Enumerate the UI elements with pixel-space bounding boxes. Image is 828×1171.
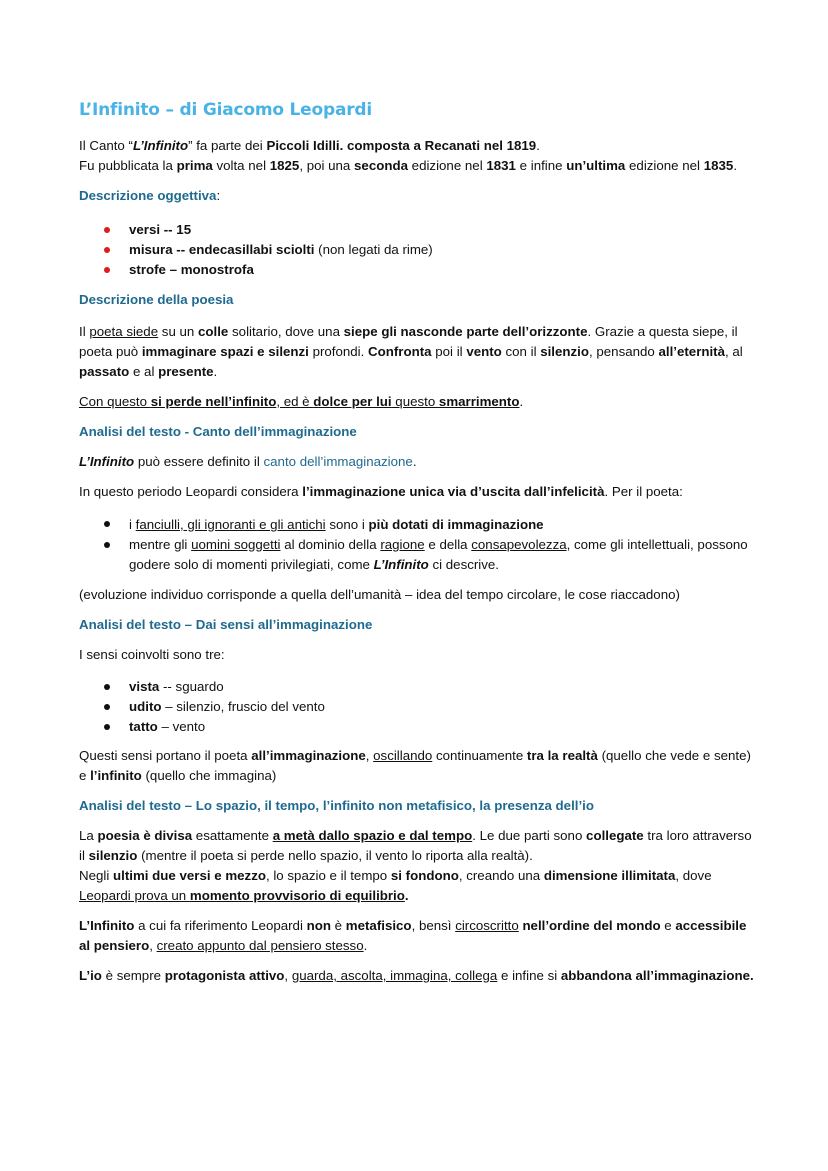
sensi-intro: I sensi coinvolti sono tre: [79, 647, 225, 662]
bullet-icon [104, 521, 110, 527]
intro-line-2: Fu pubblicata la prima volta nel 1825, poi una seconda edizione nel 1831 e infine un’ultima edizione nel 1835. [79, 158, 738, 173]
heading-descrizione-oggettiva: Descrizione oggettiva: [79, 188, 221, 203]
heading-analisi-spazio: Analisi del testo – Lo spazio, il tempo, l’infinito non metafisico, la presenza dell’io [79, 798, 594, 813]
bullet-icon [104, 542, 110, 548]
io-paragraph: L’io è sempre protagonista attivo, guarda, ascolta, immagina, collega e infine si abbandona all’immaginazione. [79, 968, 754, 983]
evoluzione-paragraph: (evoluzione individuo corrisponde a quella dell’umanità – idea del tempo circolare, le cose riaccadono) [79, 587, 680, 602]
list-item: mentre gli uomini soggetti al dominio della ragione e della consapevolezza, come gli intellettuali, possono godere solo di momenti privilegiati, come L’Infinito ci descrive. [79, 535, 759, 575]
intro-line-1: Il Canto “L’Infinito” fa parte dei Piccoli Idilli. composta a Recanati nel 1819. [79, 138, 540, 153]
list-item: misura -- endecasillabi sciolti (non legati da rime) [79, 240, 759, 260]
list-item: udito – silenzio, fruscio del vento [79, 697, 759, 717]
heading-descrizione-poesia: Descrizione della poesia [79, 292, 234, 307]
periodo-paragraph: In questo periodo Leopardi considera l’immaginazione unica via d’uscita dall’infelicità. Per il poeta: [79, 484, 683, 499]
document-title: L’Infinito – di Giacomo Leopardi [79, 100, 373, 120]
bullet-icon [104, 684, 110, 690]
list-item: vista -- sguardo [79, 677, 759, 697]
bullet-icon [104, 227, 110, 233]
sensi-list [79, 677, 759, 737]
list-item: tatto – vento [79, 717, 759, 737]
list-item: strofe – monostrofa [79, 260, 759, 280]
bullet-icon [104, 247, 110, 253]
document-page [79, 100, 759, 986]
sensi-portano-paragraph: Questi sensi portano il poeta all’immaginazione, oscillando continuamente tra la realtà (quello che vede e sente) e l’infinito (quello che immagina) [79, 748, 751, 783]
bullet-icon [104, 267, 110, 273]
heading-analisi-immaginazione: Analisi del testo - Canto dell’immaginazione [79, 424, 357, 439]
infinito-definizione: L’Infinito può essere definito il canto dell’immaginazione. [79, 454, 417, 469]
bullet-icon [104, 704, 110, 710]
ultimi-paragraph: Negli ultimi due versi e mezzo, lo spazio e il tempo si fondono, creando una dimensione illimitata, dove Leopardi prova un momento provvisorio di equilibrio. [79, 868, 712, 903]
bullet-icon [104, 724, 110, 730]
poesia-paragraph: Il poeta siede su un colle solitario, dove una siepe gli nasconde parte dell’orizzonte. Grazie a questa siepe, il poeta può immaginare spazi e silenzi profondi. Confronta poi il vento con il silenzio, pensando all’eternità, al passato e al presente. [79, 324, 743, 379]
poeta-list [79, 514, 759, 575]
list-item: versi -- 15 [79, 220, 759, 240]
metafisico-paragraph: L’Infinito a cui fa riferimento Leopardi non è metafisico, bensì circoscritto nell’ordine del mondo e accessibile al pensiero, creato appunto dal pensiero stesso. [79, 918, 747, 953]
desc-list [79, 220, 759, 280]
smarrimento-paragraph: Con questo si perde nell’infinito, ed è dolce per lui questo smarrimento. [79, 394, 524, 409]
list-item: i fanciulli, gli ignoranti e gli antichi sono i più dotati di immaginazione [79, 514, 759, 535]
heading-analisi-sensi: Analisi del testo – Dai sensi all’immaginazione [79, 617, 373, 632]
divisa-paragraph: La poesia è divisa esattamente a metà dallo spazio e dal tempo. Le due parti sono collegate tra loro attraverso il silenzio (mentre il poeta si perde nello spazio, il vento lo riporta alla realtà). [79, 828, 752, 863]
